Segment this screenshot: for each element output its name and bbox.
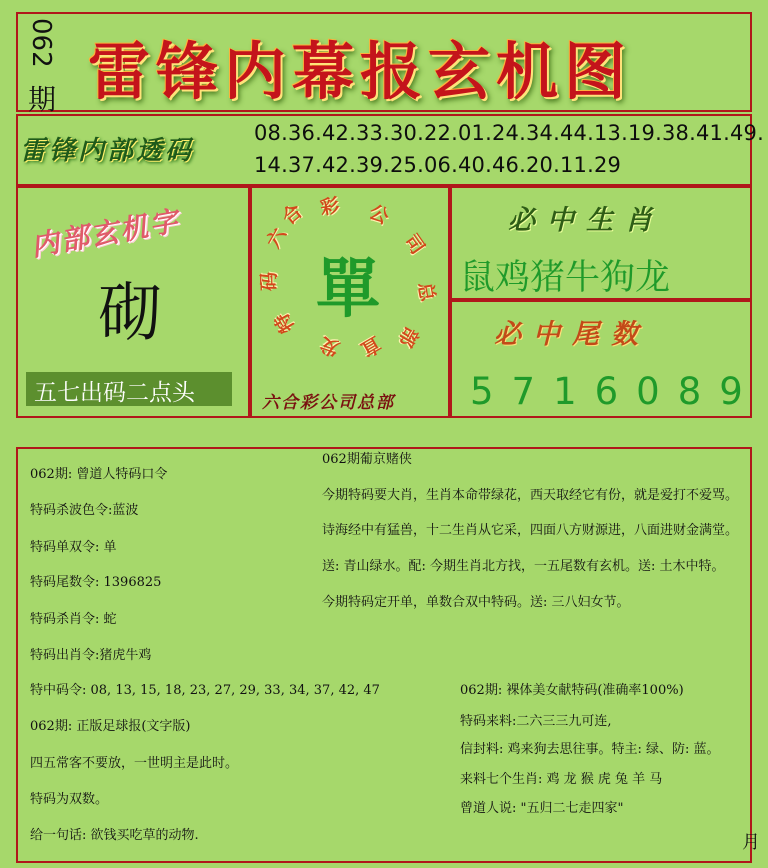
left-line: 四五常客不要放，一世明主是此时。 bbox=[30, 756, 239, 771]
ring-char: 司 bbox=[399, 230, 429, 259]
ring-char: 码 bbox=[258, 271, 281, 292]
ring-char: 彩 bbox=[318, 194, 342, 220]
inside-numbers-label: 雷锋内部透码 bbox=[20, 136, 195, 166]
left-line: 062期: 曾道人特码口令 bbox=[30, 467, 168, 482]
left-line: 特码出肖令:猪虎牛鸡 bbox=[30, 648, 152, 663]
tail-numbers-digits: 5716089 bbox=[470, 370, 761, 413]
right-bottom-line: 062期: 裸体美女献特码(准确率100%) bbox=[460, 683, 684, 698]
page-title bbox=[88, 22, 658, 108]
right-top-line: 今期特码要大肖，生肖本命带绿花，西天取经它有份，就是爱打不爱骂。 bbox=[322, 488, 739, 503]
right-top-line: 今期特码定开单，单数合双中特码。送: 三八妇女节。 bbox=[322, 595, 630, 610]
ring-char: 直 bbox=[357, 331, 385, 361]
right-bottom-line: 信封料: 鸡来狗去思往事。特主: 绿、防: 蓝。 bbox=[460, 742, 720, 757]
zodiac-label: 必中生肖 bbox=[508, 205, 664, 236]
right-bottom-line: 特码来料:二六三三九可连, bbox=[460, 714, 612, 729]
secret-word-character: 砌 bbox=[98, 277, 162, 351]
issue-number-digits: 062 bbox=[26, 18, 56, 68]
left-line: 特码杀波色令:蓝波 bbox=[30, 503, 139, 518]
issue-suffix: 期 bbox=[28, 83, 57, 116]
inside-numbers-line1: 08.36.42.33.30.22.01.24.34.44.13.19.38.41.49. bbox=[254, 121, 764, 145]
ring-char: 特 bbox=[270, 309, 300, 337]
ring-char: 合 bbox=[278, 200, 307, 230]
ring-char: 总 bbox=[413, 280, 439, 304]
ring-char: 六 bbox=[262, 224, 292, 252]
zodiac-animals: 鼠鸡猪牛狗龙 bbox=[460, 258, 671, 298]
left-line: 给一句话: 欲钱买吃草的动物. bbox=[30, 828, 199, 843]
ring-char: 公 bbox=[365, 200, 393, 229]
ring-char: 发 bbox=[317, 332, 343, 360]
center-main-character: 單 bbox=[316, 253, 380, 327]
left-line: 062期: 正版足球报(文字版) bbox=[30, 719, 191, 734]
right-bottom-line: 来料七个生肖: 鸡 龙 猴 虎 兔 羊 马 bbox=[460, 772, 663, 787]
center-footer: 六合彩公司总部 bbox=[262, 393, 395, 413]
tail-numbers-label: 必中尾数 bbox=[494, 319, 650, 350]
left-line: 特码为双数。 bbox=[30, 792, 109, 807]
right-top-line: 诗海经中有猛兽，十二生肖从它采，四面八方财源进，八面进财金满堂。 bbox=[322, 523, 739, 538]
secret-word-label: 内部玄机字 bbox=[28, 204, 183, 263]
left-line: 特中码令: 08, 13, 15, 18, 23, 27, 29, 33, 34, 37, 42, 47 bbox=[30, 683, 380, 698]
inside-numbers-line2: 14.37.42.39.25.06.40.46.20.11.29 bbox=[254, 153, 622, 177]
right-bottom-line: 曾道人说: "五归二七走四家" bbox=[460, 801, 624, 816]
corner-character: 月 bbox=[742, 832, 760, 853]
secret-word-hint: 五七出码二点头 bbox=[34, 380, 195, 406]
left-line: 特码单双令: 单 bbox=[30, 540, 117, 555]
left-line: 特码杀肖令: 蛇 bbox=[30, 612, 117, 627]
issue-number bbox=[22, 14, 58, 116]
right-top-line: 送: 青山绿水。配: 今期生肖北方找，一五尾数有玄机。送: 土木中特。 bbox=[322, 559, 725, 574]
page-title-text: 雷锋内幕报玄机图 bbox=[88, 35, 633, 108]
left-line: 特码尾数令: 1396825 bbox=[30, 575, 162, 590]
right-top-line: 062期葡京赌侠 bbox=[322, 452, 412, 467]
ring-char: 部 bbox=[393, 323, 423, 351]
